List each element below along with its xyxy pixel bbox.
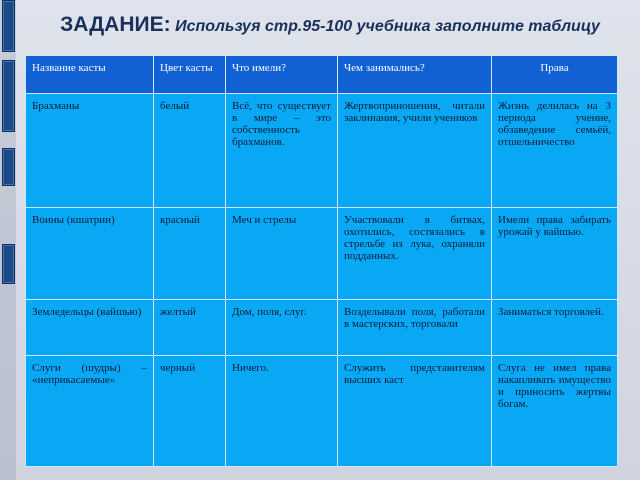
cell-possessions: Всё, что существует в мире – это собственность брахманов. <box>226 94 338 208</box>
cell-caste-color: белый <box>154 94 226 208</box>
slide-left-strip <box>0 0 16 480</box>
decor-bar-2 <box>2 60 15 132</box>
decor-bar-1 <box>2 0 15 52</box>
decor-bar-4 <box>2 244 15 284</box>
header-occupations: Чем занимались? <box>338 56 492 94</box>
cell-caste-color: красный <box>154 208 226 300</box>
cell-occupations: Участвовали в битвах, охотились, состязались в стрельбе из лука, охраняли подданных. <box>338 208 492 300</box>
cell-caste-color: черный <box>154 356 226 467</box>
header-caste-color: Цвет касты <box>154 56 226 94</box>
cell-caste-name: Воины (кшатрии) <box>26 208 154 300</box>
cell-caste-name: Слуги (шудры) – «неприкасаемые» <box>26 356 154 467</box>
slide-title <box>40 14 620 38</box>
caste-table <box>25 55 618 467</box>
header-caste-name: Название касты <box>26 56 154 94</box>
title-lead: ЗАДАНИЕ: <box>60 13 171 36</box>
cell-caste-color: желтый <box>154 300 226 356</box>
cell-possessions: Дом, поля, слуг. <box>226 300 338 356</box>
cell-rights: Заниматься торговлей. <box>492 300 618 356</box>
table-row <box>26 356 618 467</box>
cell-caste-name: Брахманы <box>26 94 154 208</box>
cell-occupations: Возделывали поля, работали в мастерских, торговали <box>338 300 492 356</box>
cell-rights: Имели права забирать урожай у вайшью. <box>492 208 618 300</box>
table-row <box>26 208 618 300</box>
cell-caste-name: Земледельцы (вайшью) <box>26 300 154 356</box>
cell-occupations: Жертвоприношения, читали заклинания, учили учеников <box>338 94 492 208</box>
cell-rights: Слуга не имел права накапливать имущество и приносить жертвы богам. <box>492 356 618 467</box>
cell-occupations: Служить представителям высших каст <box>338 356 492 467</box>
header-possessions: Что имели? <box>226 56 338 94</box>
header-rights: Права <box>492 56 618 94</box>
cell-rights: Жизнь делилась на 3 периода учение, обзаведение семьёй, отшельничество <box>492 94 618 208</box>
title-rest: Используя стр.95-100 учебника заполните таблицу <box>175 18 600 35</box>
cell-possessions: Ничего. <box>226 356 338 467</box>
cell-possessions: Меч и стрелы <box>226 208 338 300</box>
header-row <box>26 56 618 94</box>
decor-bar-3 <box>2 148 15 186</box>
table-row <box>26 300 618 356</box>
table-row <box>26 94 618 208</box>
